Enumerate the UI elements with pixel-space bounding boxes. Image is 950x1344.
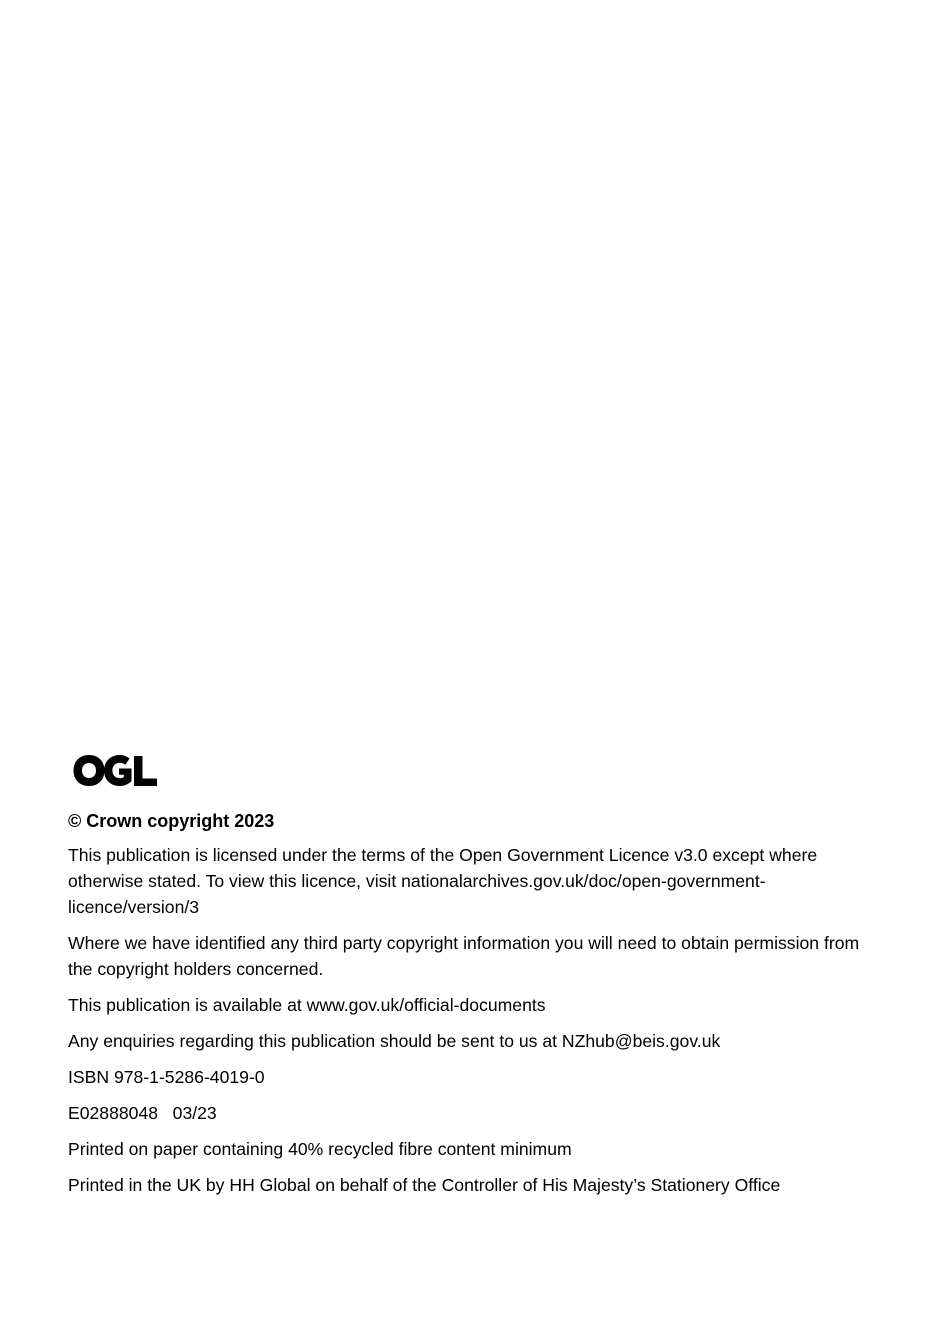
availability-paragraph: This publication is available at www.gov.uk/official-documents — [68, 995, 546, 1015]
paper-line: Printed on paper containing 40% recycled fibre content minimum — [68, 1139, 572, 1159]
copyright-heading: © Crown copyright 2023 — [68, 811, 275, 831]
reference-line: E02888048 03/23 — [68, 1103, 217, 1123]
ogl-logo-icon — [72, 752, 164, 790]
printer-line: Printed in the UK by HH Global on behalf of the Controller of His Majesty’s Stationery Office — [68, 1175, 781, 1195]
enquiries-paragraph: Any enquiries regarding this publication should be sent to us at NZhub@beis.gov.uk — [68, 1031, 721, 1051]
third-party-paragraph: Where we have identified any third party copyright information you will need to obtain permission from the copyright holders concerned. — [68, 933, 860, 979]
imprint-block — [68, 752, 868, 1208]
licence-paragraph: This publication is licensed under the terms of the Open Government Licence v3.0 except where otherwise stated. To view this licence, visit nationalarchives.gov.uk/doc/open-government-licence/version/3 — [68, 845, 818, 917]
isbn-line: ISBN 978-1-5286-4019-0 — [68, 1067, 265, 1087]
